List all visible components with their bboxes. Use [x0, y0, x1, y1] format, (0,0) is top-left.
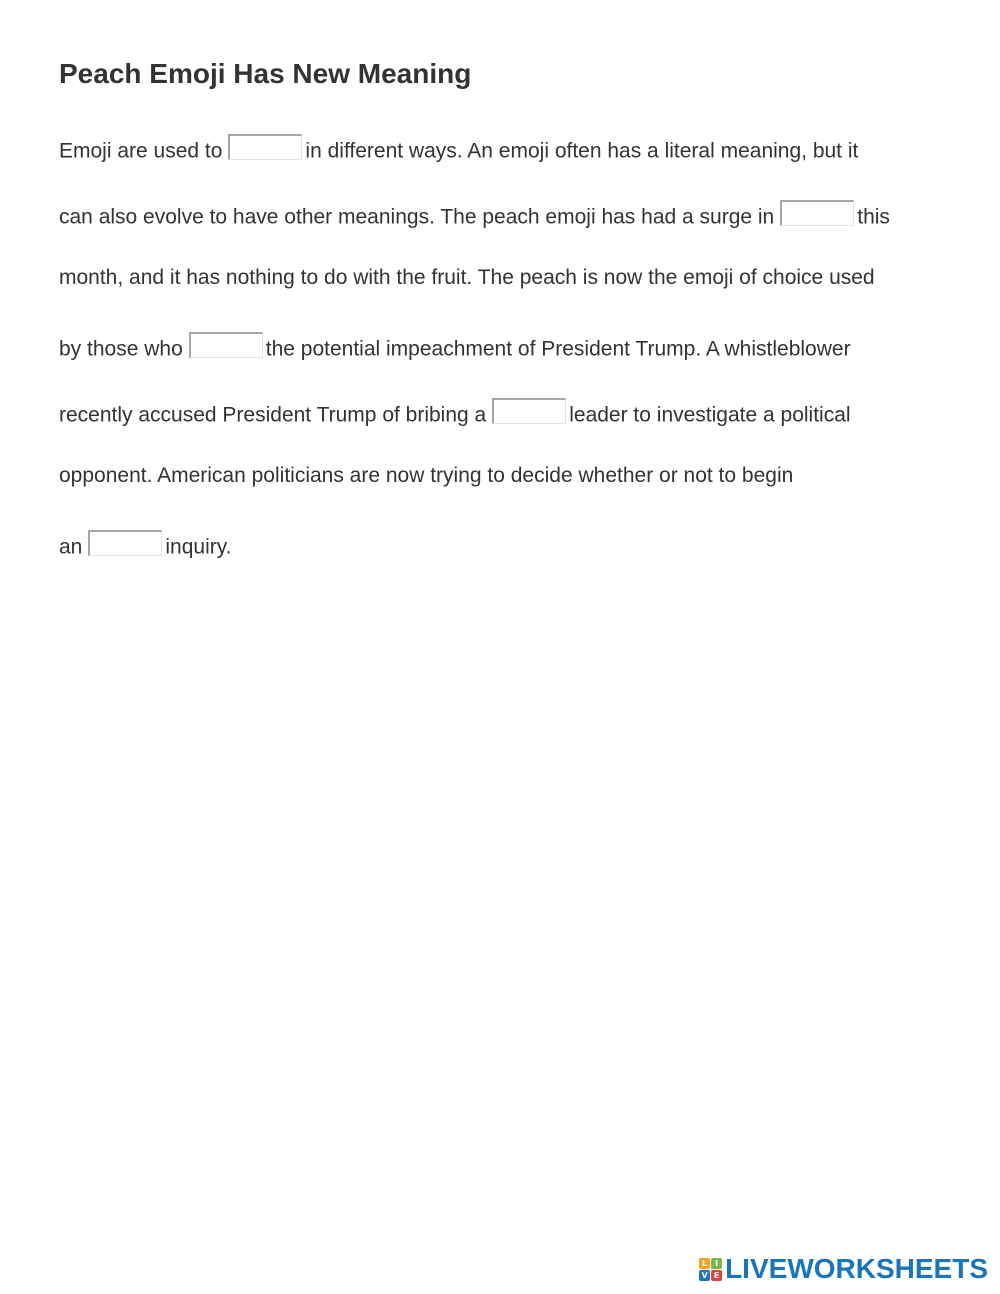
page-title: Peach Emoji Has New Meaning: [59, 58, 472, 89]
text-line-7: [59, 530, 232, 560]
text-line-1: [59, 134, 858, 164]
text-segment: opponent. American politicians are now trying to decide whether or not to begin: [59, 464, 794, 487]
logo-text: LIVEWORKSHEETS: [725, 1253, 988, 1284]
text-line-4: [59, 332, 851, 362]
text-segment: recently accused President Trump of bribing a: [59, 403, 487, 427]
text-line-5: [59, 398, 851, 428]
text-segment: by those who: [59, 337, 183, 361]
answer-blank-2[interactable]: [780, 200, 854, 226]
answer-blank-4[interactable]: [492, 398, 566, 424]
text-line-3: [59, 266, 875, 290]
text-segment: this: [857, 205, 890, 229]
answer-blank-1[interactable]: [228, 134, 302, 160]
logo-mark-cell: E: [711, 1270, 722, 1281]
answer-blank-3[interactable]: [189, 332, 263, 358]
text-line-2: [59, 200, 890, 230]
logo-mark-cell: I: [711, 1258, 722, 1269]
answer-blank-5[interactable]: [88, 530, 162, 556]
text-segment: month, and it has nothing to do with the fruit. The peach is now the emoji of choice used: [59, 266, 875, 289]
logo-mark-cell: V: [699, 1270, 710, 1281]
logo-mark-icon: [699, 1258, 722, 1281]
text-segment: Emoji are used to: [59, 139, 223, 163]
text-segment: the potential impeachment of President Trump. A whistleblower: [265, 337, 851, 361]
logo-mark-cell: L: [699, 1258, 710, 1269]
text-segment: in different ways. An emoji often has a literal meaning, but it: [305, 139, 859, 163]
text-segment: can also evolve to have other meanings. The peach emoji has had a surge in: [59, 205, 775, 229]
text-line-6: [59, 464, 793, 488]
liveworksheets-logo: [699, 1253, 988, 1284]
text-segment: inquiry.: [165, 535, 232, 559]
text-segment: an: [59, 535, 83, 559]
text-segment: leader to investigate a political: [569, 403, 851, 427]
